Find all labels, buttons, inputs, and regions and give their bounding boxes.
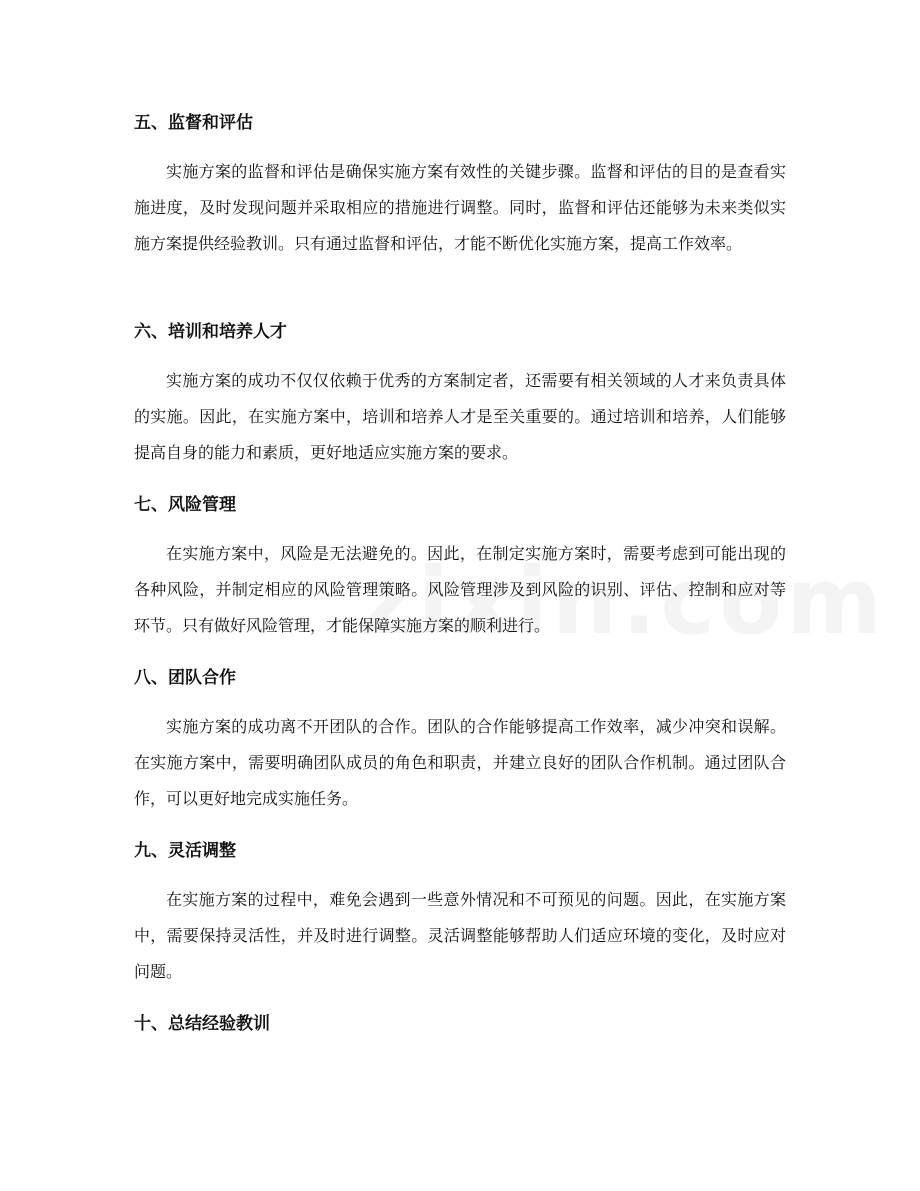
section-heading-5: 五、监督和评估 <box>134 113 253 133</box>
section-body-9: 在实施方案的过程中，难免会遇到一些意外情况和不可预见的问题。因此，在实施方案中，需要保持灵活性，并及时进行调整。灵活调整能够帮助人们适应环境的变化，及时应对问题。 <box>134 890 786 981</box>
section-body-5: 实施方案的监督和评估是确保实施方案有效性的关键步骤。监督和评估的目的是查看实施进度，及时发现问题并采取相应的措施进行调整。同时，监督和评估还能够为未来类似实施方案提供经验教训。只有通过监督和评估，才能不断优化实施方案，提高工作效率。 <box>134 162 786 253</box>
section-heading-10: 十、总结经验教训 <box>134 1014 270 1034</box>
section-heading-6: 六、培训和培养人才 <box>134 322 287 342</box>
section-body-8: 实施方案的成功离不开团队的合作。团队的合作能够提高工作效率，减少冲突和误解。在实施方案中，需要明确团队成员的角色和职责，并建立良好的团队合作机制。通过团队合作，可以更好地完成实施任务。 <box>134 717 786 808</box>
section-heading-7: 七、风险管理 <box>134 495 236 515</box>
section-heading-8: 八、团队合作 <box>134 668 236 688</box>
section-heading-9: 九、灵活调整 <box>134 841 236 861</box>
section-body-6: 实施方案的成功不仅仅依赖于优秀的方案制定者，还需要有相关领域的人才来负责具体的实施。因此，在实施方案中，培训和培养人才是至关重要的。通过培训和培养，人们能够提高自身的能力和素质，更好地适应实施方案的要求。 <box>134 371 786 462</box>
section-body-7: 在实施方案中，风险是无法避免的。因此，在制定实施方案时，需要考虑到可能出现的各种风险，并制定相应的风险管理策略。风险管理涉及到风险的识别、评估、控制和应对等环节。只有做好风险管理，才能保障实施方案的顺利进行。 <box>134 544 786 635</box>
